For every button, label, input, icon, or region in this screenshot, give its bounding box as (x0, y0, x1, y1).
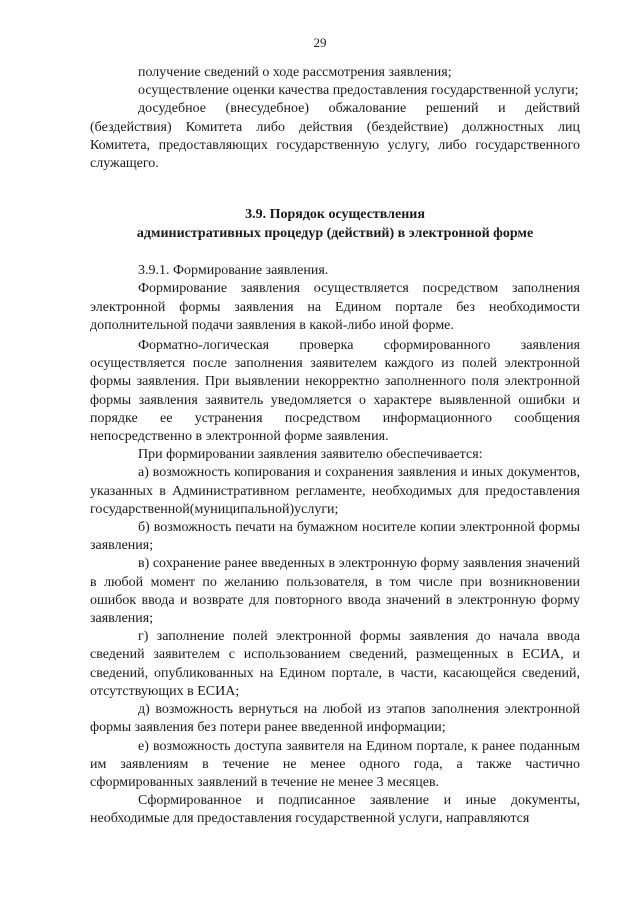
paragraph: Сформированное и подписанное заявление и иные документы, необходимые для предоставления государственной услуги, направляются (90, 793, 580, 827)
page-number: 29 (313, 35, 327, 50)
paragraph: осуществление оценки качества предоставления государственной услуги; (138, 83, 579, 99)
list-item: б) возможность печати на бумажном носителе копии электронной формы заявления; (90, 520, 580, 554)
list-item: г) заполнение полей электронной формы заявления до начала ввода сведений заявителем с использованием сведений, размещенных в ЕСИА, и сведений, опубликованных на Едином портале, в части, касающейся сведений, отсутствующих в ЕСИА; (90, 629, 580, 699)
paragraph: 3.9.1. Формирование заявления. (138, 263, 329, 279)
document-body (90, 64, 580, 829)
list-item: д) возможность вернуться на любой из этапов заполнения электронной формы заявления без потери ранее введенной информации; (90, 702, 580, 736)
list-item: в) сохранение ранее введенных в электронную форму заявления значений в любой момент по желанию пользователя, в том числе при возникновении ошибок ввода и возврате для повторного ввода значений в электронную форму заявления; (90, 556, 580, 627)
paragraph: При формировании заявления заявителю обеспечивается: (138, 447, 483, 463)
paragraph: Форматно-логическая проверка сформированного заявления осуществляется после заполнения заявителем каждого из полей электронной формы заявления. При выявлении некорректно заполненного поля электронной формы заявления заявитель уведомляется о характере выявленной ошибки и порядке ее устранения посредством информационного сообщения непосредственно в электронной форме заявления. (90, 338, 580, 445)
list-item: а) возможность копирования и сохранения заявления и иных документов, указанных в Административном регламенте, необходимых для предоставления государственной(муниципальной)услуги; (90, 465, 580, 517)
section-title-line-1: 3.9. Порядок осуществления (245, 207, 425, 223)
paragraph: получение сведений о ходе рассмотрения заявления; (138, 65, 452, 80)
section-heading (90, 205, 580, 243)
paragraph: досудебное (внесудебное) обжалование решений и действий (бездействия) Комитета либо действия (бездействие) должностных лиц Комитета, предоставляющих государственную услугу, либо государственного служащего. (90, 101, 580, 172)
list-item: е) возможность доступа заявителя на Едином портале, к ранее поданным им заявлениям в течение не менее одного года, а также частично сформированных заявлений в течение не менее 3 месяцев. (90, 738, 580, 790)
paragraph: Формирование заявления осуществляется посредством заполнения электронной формы заявления на Едином портале без необходимости дополнительной подачи заявления в какой-либо иной форме. (90, 281, 580, 333)
section-title-line-2: административных процедур (действий) в электронной форме (136, 226, 534, 242)
